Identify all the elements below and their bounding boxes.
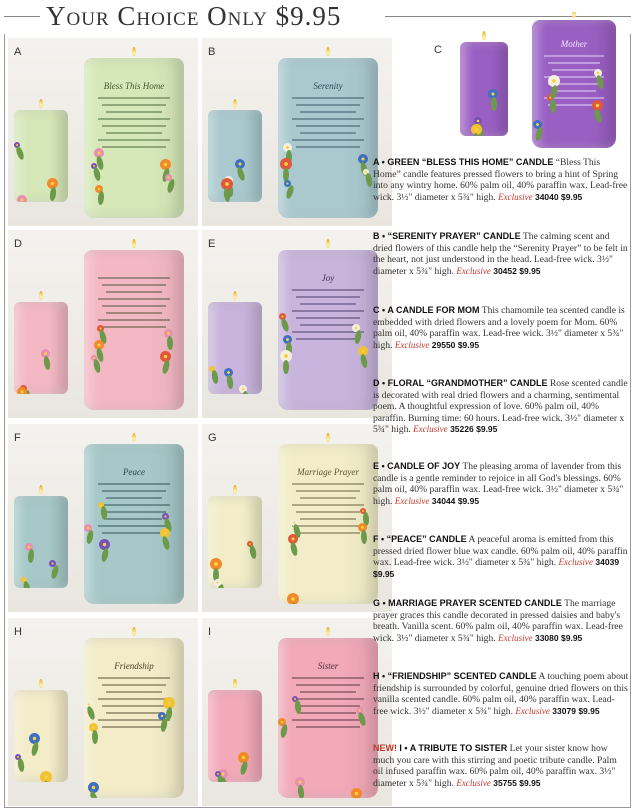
poem-line xyxy=(102,532,166,534)
poem-line xyxy=(102,125,166,127)
candle-poem-title: Joy xyxy=(321,273,335,284)
candle-poem-title: Bless This Home xyxy=(103,81,165,92)
pressed-leaf xyxy=(161,359,170,374)
product-body-text: A peaceful aroma is emitted from this pressed dried flower blue wax candle. 60% palm oil, 40% paraffin wax. Lead-free wick. 3½" diameter x 5¾" high. xyxy=(373,534,628,569)
candle-poem xyxy=(288,660,368,733)
candle-poem-title: Sister xyxy=(317,661,339,672)
candle-flame xyxy=(39,485,43,494)
pressed-leaf xyxy=(365,173,374,188)
poem-line xyxy=(292,139,364,141)
product-body-text: Let your sister know how much you care with this stirring and poetic tribute candle. Palm oil infused paraffin wax. 60% palm oil, 40% paraffin wax. 3½" diameter x 5¾" high. xyxy=(373,743,617,789)
pressed-leaf xyxy=(283,360,289,374)
product-heading: D • FLORAL “GRANDMOTHER” CANDLE xyxy=(373,378,548,388)
candle-flame xyxy=(39,99,43,108)
exclusive-tag: Exclusive xyxy=(498,191,533,202)
pressed-leaf xyxy=(226,375,234,390)
poem-line xyxy=(102,305,166,307)
large-candle xyxy=(84,444,184,604)
item-number: 33080 xyxy=(534,632,559,643)
poem-line xyxy=(106,497,162,499)
poem-line xyxy=(292,504,364,506)
candle-flame xyxy=(233,485,237,494)
poem-line xyxy=(292,525,364,527)
candle-flame xyxy=(39,291,43,300)
candle-poem-title: Mother xyxy=(560,38,588,49)
product-letter: E xyxy=(208,238,216,250)
small-candle xyxy=(208,690,262,782)
candle-flame xyxy=(572,12,576,18)
exclusive-tag: Exclusive xyxy=(515,705,550,716)
pressed-leaf xyxy=(97,191,104,205)
poem-line xyxy=(300,712,356,714)
product-description-b xyxy=(373,231,629,277)
large-candle xyxy=(278,58,378,218)
candle-poem-lines xyxy=(288,483,368,534)
pressed-leaf xyxy=(289,541,298,556)
large-candle xyxy=(278,638,378,798)
poem-line xyxy=(552,90,595,92)
poem-line xyxy=(102,104,166,106)
poem-line xyxy=(98,525,170,527)
candle-poem-title: Serenity xyxy=(313,81,343,92)
poem-line xyxy=(102,326,166,328)
large-candle xyxy=(278,250,378,410)
poem-line xyxy=(292,97,364,99)
poem-line xyxy=(98,118,170,120)
poem-line xyxy=(102,705,166,707)
product-letter: I xyxy=(208,626,212,638)
small-candle xyxy=(14,690,68,782)
page-title: Your Choice Only $9.95 xyxy=(46,1,342,31)
item-number: 35226 xyxy=(450,424,474,435)
pressed-leaf xyxy=(23,581,32,588)
price: $9.95 xyxy=(578,705,600,716)
poem-line xyxy=(296,146,360,148)
pressed-leaf xyxy=(43,356,51,371)
price: $9.95 xyxy=(561,632,583,643)
candle-flame xyxy=(233,99,237,108)
large-candle xyxy=(84,250,184,410)
exclusive-tag: Exclusive xyxy=(456,265,491,276)
poem-line xyxy=(296,317,360,319)
candle-flame xyxy=(482,31,486,40)
candle-flame xyxy=(132,627,136,636)
poem-line xyxy=(98,298,170,300)
poem-line xyxy=(98,677,170,679)
product-heading: B • “SERENITY PRAYER” CANDLE xyxy=(373,231,521,241)
small-candle xyxy=(14,496,68,588)
poem-line xyxy=(98,719,170,721)
small-candle xyxy=(208,110,262,202)
candle-poem-title: Peace xyxy=(123,467,145,478)
poem-line xyxy=(292,289,364,291)
product-heading: A • GREEN “BLESS THIS HOME” CANDLE xyxy=(373,157,554,167)
poem-line xyxy=(98,483,170,485)
poem-line xyxy=(106,312,162,314)
product-letter: G xyxy=(208,432,217,444)
poem-line xyxy=(102,511,166,513)
poem-line xyxy=(296,338,360,340)
poem-line xyxy=(296,125,360,127)
product-body-text: This chamomile tea scented candle is embedded with dried flowers and a lovely poem for Mom. 60% palm oil, 40% paraffin wax. Lead-free wick. 3½" diameter x 5¾" high. xyxy=(373,305,625,351)
product-body-text: The marriage prayer graces this candle decorated in pressed daisies and baby's breath. Vanilla scent. 60% palm oil, 40% paraffin wax. Lead-free wick. 3½" diameter x 5¾" high. xyxy=(373,598,623,644)
large-candle xyxy=(532,20,616,148)
item-number: 34040 xyxy=(534,191,559,202)
poem-line xyxy=(106,518,162,520)
exclusive-tag: Exclusive xyxy=(498,632,533,643)
small-candle xyxy=(14,302,68,394)
large-candle xyxy=(84,58,184,218)
candle-poem xyxy=(94,80,174,153)
poem-line xyxy=(102,726,166,728)
poem-line xyxy=(544,55,603,57)
product-heading: I • A TRIBUTE TO SISTER xyxy=(399,743,508,753)
product-letter: C xyxy=(434,44,442,56)
product-photo-a[interactable] xyxy=(8,38,198,226)
pressed-leaf xyxy=(211,370,219,385)
candle-flame xyxy=(132,433,136,442)
product-body-text: The pleasing aroma of lavender from this candle is a gentle reminder to rejoice in all God's blessings. 60% palm oil, 40% paraffin wax. Lead-free wick. 3½" diameter x 5¾" high. xyxy=(373,461,624,507)
candle-poem xyxy=(288,466,368,539)
poem-line xyxy=(292,331,364,333)
candle-flame xyxy=(326,627,330,636)
poem-line xyxy=(98,139,170,141)
product-description-e xyxy=(373,461,629,507)
poem-line xyxy=(300,111,356,113)
poem-line xyxy=(106,712,162,714)
poem-line xyxy=(296,296,360,298)
poem-line xyxy=(296,532,360,534)
poem-line xyxy=(102,284,166,286)
item-number: 35755 xyxy=(493,777,517,788)
large-candle xyxy=(278,444,378,604)
price: $9.95 xyxy=(519,265,541,276)
header-rule-left xyxy=(4,16,40,17)
large-candle xyxy=(84,638,184,798)
product-body-text: The calming scent and dried flowers of this candle help the “Serenity Prayer” to be felt in the heart, not just understood in the head. Lead-free wick. 3½" diameter x 5¾" high. xyxy=(373,231,628,277)
poem-line xyxy=(300,518,356,520)
product-heading: G • MARRIAGE PRAYER SCENTED CANDLE xyxy=(373,598,562,608)
pressed-leaf xyxy=(297,785,305,798)
small-candle xyxy=(208,496,262,588)
product-heading: C • A CANDLE FOR MOM xyxy=(373,305,480,315)
product-description-d xyxy=(373,378,629,436)
exclusive-tag: Exclusive xyxy=(456,777,491,788)
poem-line xyxy=(106,291,162,293)
product-body-text: Rose scented candle is decorated with real dried flowers and a charming, sentimental poem. A thoughtful expression of love. 60% palm oil, 40% paraffin. Burning time: 60 hours. Lead-free wick. 3½" diameter x 5¾" high. xyxy=(373,378,628,436)
poem-line xyxy=(106,111,162,113)
pressed-leaf xyxy=(49,187,57,202)
pressed-leaf xyxy=(360,354,369,369)
poem-line xyxy=(102,684,166,686)
exclusive-tag: Exclusive xyxy=(558,557,594,568)
candle-poem xyxy=(94,272,174,333)
poem-line xyxy=(292,677,364,679)
poem-line xyxy=(552,69,595,71)
poem-line xyxy=(292,483,364,485)
product-description-f xyxy=(373,534,629,580)
poem-line xyxy=(106,132,162,134)
poem-line xyxy=(292,698,364,700)
pressed-leaf xyxy=(239,761,248,776)
candle-poem-title: Marriage Prayer xyxy=(297,467,359,478)
poem-line xyxy=(296,684,360,686)
poem-line xyxy=(300,497,356,499)
item-number: 30452 xyxy=(493,265,517,276)
small-candle xyxy=(14,110,68,202)
product-letter: B xyxy=(208,46,216,58)
candle-poem-lines xyxy=(94,277,174,328)
price: $9.95 xyxy=(457,495,480,506)
small-candle xyxy=(460,42,508,136)
pressed-flower xyxy=(17,195,27,202)
exclusive-tag: Exclusive xyxy=(394,339,430,350)
poem-line xyxy=(296,726,360,728)
pressed-leaf xyxy=(167,336,174,350)
item-number: 34039 xyxy=(595,557,620,568)
candle-flame xyxy=(233,291,237,300)
pressed-leaf xyxy=(15,146,25,161)
item-number: 33079 xyxy=(552,705,576,716)
pressed-flower xyxy=(17,387,27,394)
candle-flame xyxy=(326,239,330,248)
product-letter: A xyxy=(14,46,22,58)
product-description-h xyxy=(373,671,629,717)
poem-line xyxy=(102,490,166,492)
price: $9.95 xyxy=(457,339,480,350)
candle-flame xyxy=(326,47,330,56)
poem-line xyxy=(292,719,364,721)
poem-line xyxy=(296,490,360,492)
product-photo-e[interactable] xyxy=(202,230,392,418)
pressed-leaf xyxy=(236,167,246,182)
product-letter: H xyxy=(14,626,22,638)
poem-line xyxy=(548,62,599,64)
product-photo-d[interactable] xyxy=(8,230,198,418)
pressed-leaf xyxy=(27,549,34,563)
product-description-i xyxy=(373,743,629,789)
small-candle xyxy=(208,302,262,394)
poem-line xyxy=(98,277,170,279)
pressed-leaf xyxy=(92,730,98,744)
new-badge: NEW! xyxy=(373,743,397,753)
poem-line xyxy=(292,118,364,120)
product-letter: F xyxy=(14,432,21,444)
poem-line xyxy=(98,698,170,700)
candle-flame xyxy=(233,679,237,688)
product-body-text: “Bless This Home” candle features pressed flowers to bring a hint of Spring into any wintry home. 60% palm oil, 40% paraffin wax. Lead-free wick. 3½" diameter x 5¾" high. xyxy=(373,157,628,203)
pressed-leaf xyxy=(101,548,110,563)
poem-line xyxy=(106,691,162,693)
pressed-leaf xyxy=(249,545,258,560)
candle-flame xyxy=(132,239,136,248)
poem-line xyxy=(102,146,166,148)
price: $9.95 xyxy=(519,777,541,788)
product-letter: D xyxy=(14,238,22,250)
product-body-text: A touching poem about friendship is surrounded by colorful, genuine dried flowers on this vanilla scented candle. 60% palm oil, 40% paraffin wax. Lead-free wick. 3½" diameter x 5¾" high. xyxy=(373,671,629,717)
product-photo-f[interactable] xyxy=(8,424,198,612)
candle-flame xyxy=(326,433,330,442)
product-description-c xyxy=(373,305,629,351)
poem-line xyxy=(300,324,356,326)
pressed-leaf xyxy=(89,790,99,798)
poem-line xyxy=(296,511,360,513)
poem-line xyxy=(98,504,170,506)
pressed-leaf xyxy=(17,758,25,773)
poem-line xyxy=(300,303,356,305)
poem-line xyxy=(296,705,360,707)
candle-flame xyxy=(39,679,43,688)
poem-line xyxy=(98,319,170,321)
price: $9.95 xyxy=(476,424,498,435)
item-number: 29550 xyxy=(431,339,456,350)
candle-poem xyxy=(288,80,368,153)
price: $9.95 xyxy=(373,568,395,579)
product-photo-c[interactable] xyxy=(398,12,628,152)
exclusive-tag: Exclusive xyxy=(394,495,430,506)
candle-poem-lines xyxy=(94,97,174,148)
product-photo-h[interactable] xyxy=(8,618,198,806)
item-number: 34044 xyxy=(431,495,456,506)
candle-flame xyxy=(132,47,136,56)
product-photo-g[interactable] xyxy=(202,424,395,612)
pressed-leaf xyxy=(31,742,40,757)
product-description-a xyxy=(373,157,629,203)
poem-line xyxy=(296,104,360,106)
product-heading: F • “PEACE” CANDLE xyxy=(373,534,467,544)
poem-line xyxy=(300,132,356,134)
candle-poem-title: Friendship xyxy=(114,661,154,672)
price: $9.95 xyxy=(561,191,583,202)
product-heading: E • CANDLE OF JOY xyxy=(373,461,461,471)
product-photo-b[interactable] xyxy=(202,38,392,226)
pressed-leaf xyxy=(491,97,497,111)
candle-poem-lines xyxy=(288,97,368,148)
poem-line xyxy=(292,310,364,312)
product-description-g xyxy=(373,598,629,644)
product-heading: H • “FRIENDSHIP” SCENTED CANDLE xyxy=(373,671,537,681)
poem-line xyxy=(300,691,356,693)
pressed-leaf xyxy=(242,391,249,394)
exclusive-tag: Exclusive xyxy=(413,424,448,435)
product-photo-i[interactable] xyxy=(202,618,392,806)
poem-line xyxy=(98,97,170,99)
